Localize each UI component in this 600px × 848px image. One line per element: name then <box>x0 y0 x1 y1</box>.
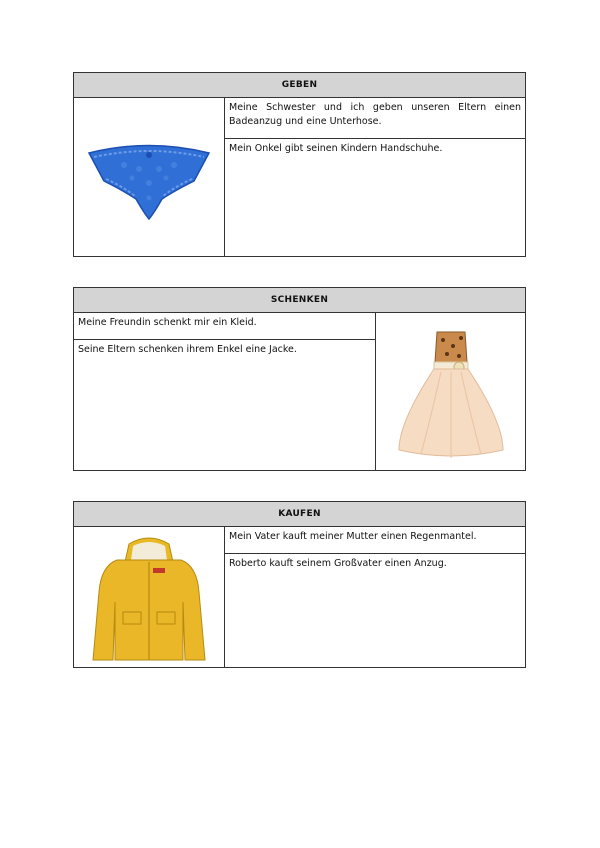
underwear-icon <box>84 133 214 223</box>
underwear-picture <box>74 98 225 257</box>
sentence-1: Meine Schwester und ich geben unseren Eltern einen Badeanzug und eine Unterhose. <box>225 98 525 139</box>
section-geben <box>73 72 526 257</box>
section-title: GEBEN <box>74 73 525 98</box>
section-kaufen <box>73 501 526 668</box>
section-title: SCHENKEN <box>74 288 525 313</box>
sentence-2: Seine Eltern schenken ihrem Enkel eine Jacke. <box>78 344 297 355</box>
section-title: KAUFEN <box>74 502 525 527</box>
sentence-column <box>225 527 525 668</box>
sentence-1: Mein Vater kauft meiner Mutter einen Regenmantel. <box>225 527 525 554</box>
sentence-2: Roberto kauft seinem Großvater einen Anzug. <box>229 558 447 569</box>
raincoat-icon <box>87 532 211 664</box>
sentence-1: Meine Freundin schenkt mir ein Kleid. <box>74 313 375 340</box>
sentence-column <box>225 98 525 257</box>
sentence-2: Mein Onkel gibt seinen Kindern Handschuhe. <box>229 143 443 154</box>
dress-icon <box>391 322 511 462</box>
sentence-column <box>74 313 376 471</box>
section-schenken <box>73 287 526 471</box>
dress-picture <box>376 313 525 471</box>
raincoat-picture <box>74 527 225 668</box>
